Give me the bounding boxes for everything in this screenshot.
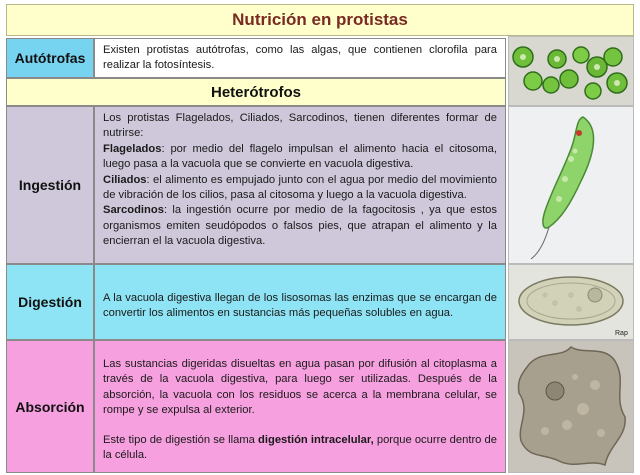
digestion-text: A la vacuola digestiva llegan de los lisosomas las enzimas que se encargan de convertir los alimentos en sustancias más pequeñas solubles en agua. <box>94 264 506 340</box>
autotrofas-label: Autótrofas <box>6 38 94 78</box>
digestion-label: Digestión <box>6 264 94 340</box>
euglena-flagellate <box>509 107 633 263</box>
flagelados-paragraph: Flagelados: por medio del flagelo impulsan el alimento hacia el citosoma, luego pasa a la vacuola que se convierte en vacuola digestiva. <box>103 142 497 171</box>
digestion-intracelular-term: digestión intracelular, <box>258 433 374 446</box>
paramecium-caption: Rap <box>615 330 628 337</box>
euglena-image <box>508 106 634 264</box>
amoeba-sarcodine <box>509 341 633 472</box>
green-algae-cells <box>509 37 633 105</box>
sarcodinos-term: Sarcodinos <box>103 204 164 217</box>
ciliados-paragraph: Ciliados: el alimento es empujado junto con el agua por medio del movimiento de vibración de los cilios, pasa al citosoma y luego a la vacuola digestiva. <box>103 173 497 202</box>
amoeba-image <box>508 340 634 473</box>
heterotrofos-header: Heterótrofos <box>6 78 506 106</box>
flagelados-term: Flagelados <box>103 142 162 155</box>
ingestion-text <box>94 106 506 264</box>
green-algae-image <box>508 36 634 106</box>
sarcodinos-paragraph: Sarcodinos: la ingestión ocurre por medio de la fagocitosis , ya que estos organismos emiten seudópodos o falsos pies, que atrapan el alimento y la encierran el la vacuola digestiva. <box>103 204 497 248</box>
paramecium-image <box>508 264 634 340</box>
page-title: Nutrición en protistas <box>6 4 634 36</box>
ingestion-intro: Los protistas Flagelados, Ciliados, Sarcodinos, tienen diferentes formar de nutrirse: <box>103 112 497 140</box>
absorcion-paragraph: Las sustancias digeridas disueltas en agua pasan por difusión al citoplasma a través de la vacuola digestiva, para luego ser utilizadas. Después de la absorción, la vacuola con los residuos se acerca a la membrana celular, se rompe y se expulsa al exterior. <box>103 358 497 417</box>
absorcion-label: Absorción <box>6 340 94 473</box>
autotrofas-text: Existen protistas autótrofas, como las algas, que contienen clorofila para realizar la fotosíntesis. <box>94 38 506 78</box>
absorcion-text <box>94 340 506 473</box>
ciliados-term: Ciliados <box>103 173 147 186</box>
paramecium-ciliate <box>509 265 633 339</box>
ingestion-label: Ingestión <box>6 106 94 264</box>
absorcion-note: Este tipo de digestión se llama digestión intracelular, porque ocurre dentro de la célula. <box>103 433 497 462</box>
